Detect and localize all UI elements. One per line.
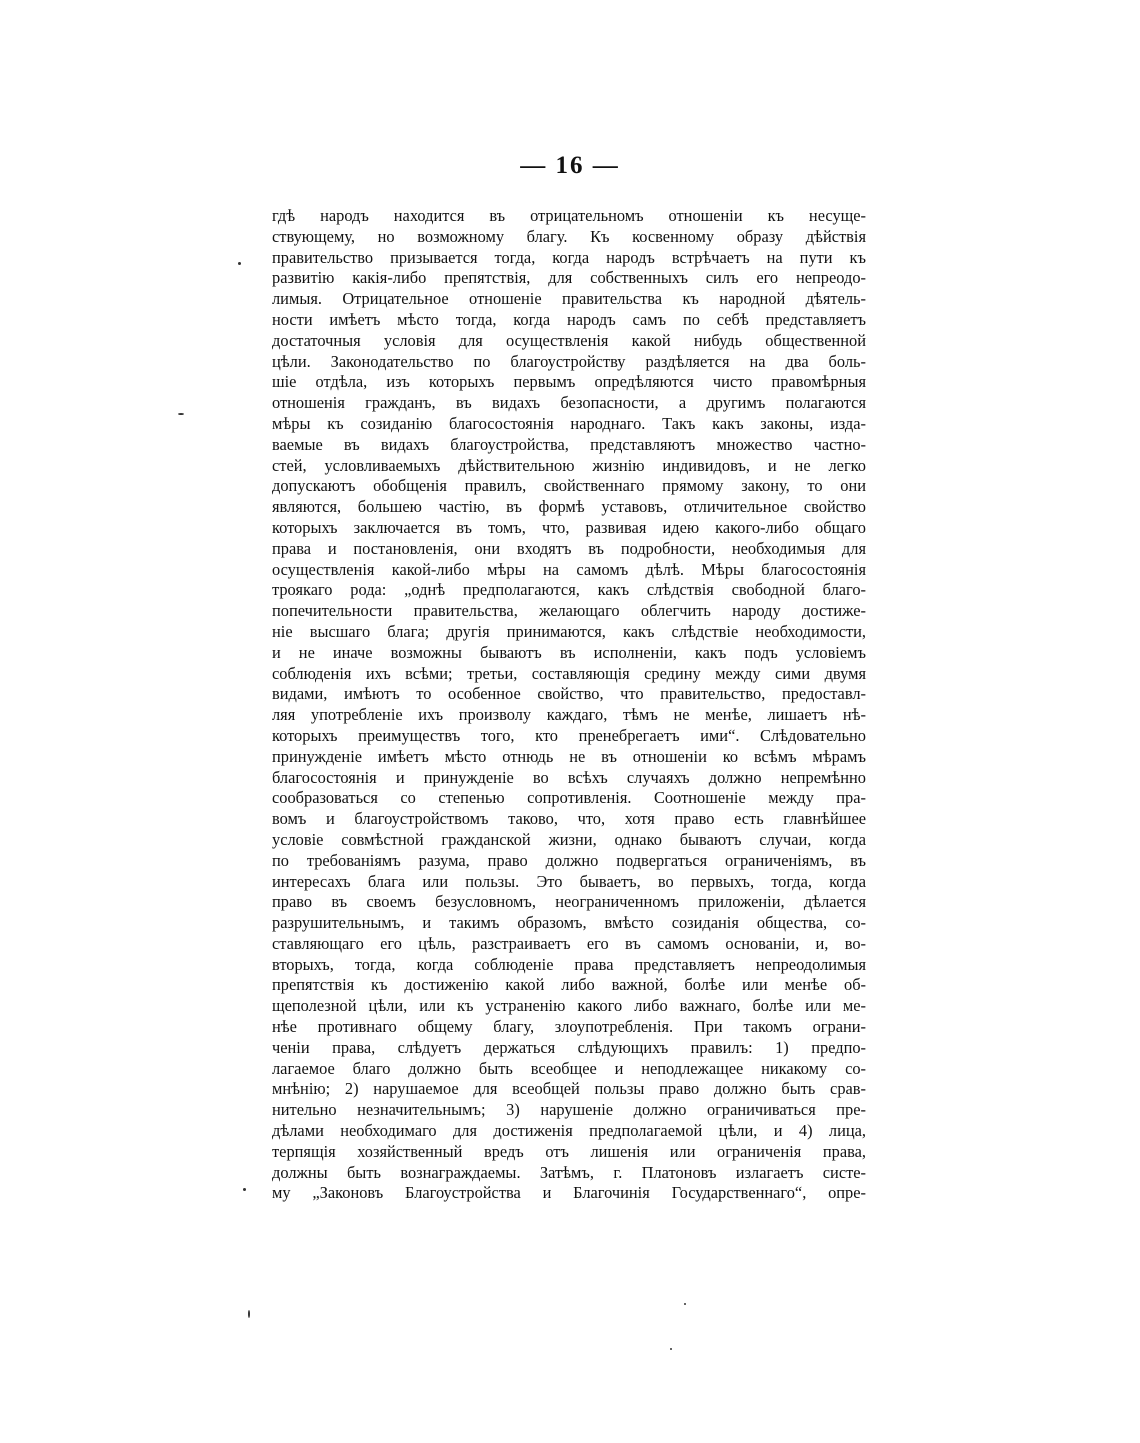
text-line: лимыя. Отрицательное отношенiе правительства къ народной дѣятель-: [272, 289, 866, 309]
text-line: цѣли. Законодательство по благоустройству раздѣляется на два боль-: [272, 351, 866, 371]
text-line: нительно незначительнымъ; 3) нарушенiе должно ограничиваться пре-: [272, 1100, 866, 1120]
text-line: лагаемое благо должно быть всеобщее и неподлежащее никакому со-: [272, 1058, 866, 1078]
page-number: — 16 —: [520, 152, 620, 179]
text-line: видами, имѣютъ то особенное свойство, что правительство, предоставл-: [272, 684, 866, 704]
text-line: интересахъ блага или пользы. Это бываетъ, во первыхъ, тогда, когда: [272, 871, 866, 891]
text-line: ствующему, но возможному благу. Къ косвенному образу дѣйствiя: [272, 226, 866, 246]
text-line: нѣе противнаго общему благу, злоупотребленiя. При такомъ ограни-: [272, 1017, 866, 1037]
text-line: нiе высшаго блага; другiя принимаются, какъ слѣдствiе необходимости,: [272, 621, 866, 641]
text-line: и не иначе возможны бываютъ въ исполненiи, какъ подъ условiемъ: [272, 642, 866, 662]
text-line: принужденiе имѣетъ мѣсто отнюдь не въ отношенiи ко всѣмъ мѣрамъ: [272, 746, 866, 766]
text-line: которыхъ преимуществъ того, кто пренебрегаетъ ими“. Слѣдовательно: [272, 725, 866, 745]
text-line: шiе отдѣла, изъ которыхъ первымъ опредѣляются чисто правомѣрныя: [272, 372, 866, 392]
scan-speck: [243, 1188, 246, 1191]
text-line: попечительности правительства, желающаго облегчить народу достиже-: [272, 601, 866, 621]
text-line: препятствiя къ достиженiю какой либо важной, болѣе или менѣе об-: [272, 975, 866, 995]
text-line: которыхъ заключается въ томъ, что, развивая идею какого-либо общаго: [272, 517, 866, 537]
text-line: му „Законовъ Благоустройства и Благочинiя Государственнаго“, опре-: [272, 1183, 866, 1203]
text-line: дѣлами необходимаго для достиженiя предполагаемой цѣли, и 4) лица,: [272, 1121, 866, 1141]
text-line: троякаго рода: „однѣ предполагаются, какъ слѣдствiя свободной благо-: [272, 580, 866, 600]
text-line: ченiи права, слѣдуетъ держаться слѣдующихъ правилъ: 1) предпо-: [272, 1037, 866, 1057]
text-line: осуществленiя какой-либо мѣры на самомъ дѣлѣ. Мѣры благосостоянiя: [272, 559, 866, 579]
scan-speck: [670, 1348, 672, 1350]
scan-speck: [248, 1310, 250, 1318]
text-line: развитiю какiя-либо препятствiя, для собственныхъ силъ его непреодо-: [272, 268, 866, 288]
text-line: сообразоваться со степенью сопротивленiя. Соотношенiе между пра-: [272, 788, 866, 808]
text-line: щеполезной цѣли, или къ устраненiю какого либо важнаго, болѣе или ме-: [272, 996, 866, 1016]
text-line: являются, большею частiю, въ формѣ уставовъ, отличительное свойство: [272, 497, 866, 517]
scan-speck: [684, 1303, 686, 1305]
text-line: должны быть вознаграждаемы. Затѣмъ, г. Платоновъ излагаетъ систе-: [272, 1162, 866, 1182]
text-line: право въ своемъ безусловномъ, неограниченномъ приложенiи, дѣлается: [272, 892, 866, 912]
text-line: гдѣ народъ находится въ отрицательномъ отношенiи къ несуще-: [272, 206, 866, 225]
text-line: достаточныя условiя для осуществленiя какой нибудь общественной: [272, 330, 866, 350]
text-line: разрушительнымъ, и такимъ образомъ, вмѣсто созиданiя общества, со-: [272, 913, 866, 933]
text-line: отношенiя гражданъ, въ видахъ безопасности, а другимъ полагаются: [272, 393, 866, 413]
text-line: правительство призывается тогда, когда народъ встрѣчаетъ на пути къ: [272, 247, 866, 267]
text-line: мнѣнiю; 2) нарушаемое для всеобщей пользы право должно быть срав-: [272, 1079, 866, 1099]
text-line: вомъ и благоустройствомъ таково, что, хотя право есть главнѣйшее: [272, 809, 866, 829]
text-line: ности имѣетъ мѣсто тогда, когда народъ самъ по себѣ представляетъ: [272, 309, 866, 329]
text-line: ляя употребленiе ихъ произволу каждаго, тѣмъ не менѣе, лишаетъ нѣ-: [272, 705, 866, 725]
text-line: условiе совмѣстной гражданской жизни, однако бываютъ случаи, когда: [272, 829, 866, 849]
text-line: допускаютъ обобщенiя правилъ, свойственнаго прямому закону, то они: [272, 476, 866, 496]
body-text: [272, 206, 866, 1204]
text-line: ваемые въ видахъ благоустройства, представляютъ множество частно-: [272, 434, 866, 454]
scan-speck: [238, 262, 241, 265]
text-line: соблюденiя ихъ всѣми; третьи, составляющiя средину между сими двумя: [272, 663, 866, 683]
text-line: мѣры къ созиданiю благосостоянiя народнаго. Такъ какъ законы, изда-: [272, 413, 866, 433]
scan-speck: [178, 413, 184, 415]
text-line: ставляющаго его цѣль, разстраиваетъ его въ самомъ основанiи, и, во-: [272, 933, 866, 953]
text-line: права и постановленiя, они входятъ въ подробности, необходимыя для: [272, 538, 866, 558]
text-line: благосостоянiя и принужденiе во всѣхъ случаяхъ должно непремѣнно: [272, 767, 866, 787]
text-line: вторыхъ, тогда, когда соблюденiе права представляетъ непреодолимыя: [272, 954, 866, 974]
text-line: стей, условливаемыхъ дѣйствительною жизнiю индивидовъ, и не легко: [272, 455, 866, 475]
text-line: по требованiямъ разума, право должно подвергаться ограниченiямъ, въ: [272, 850, 866, 870]
text-line: терпящiя хозяйственный вредъ отъ лишенiя или ограниченiя права,: [272, 1141, 866, 1161]
